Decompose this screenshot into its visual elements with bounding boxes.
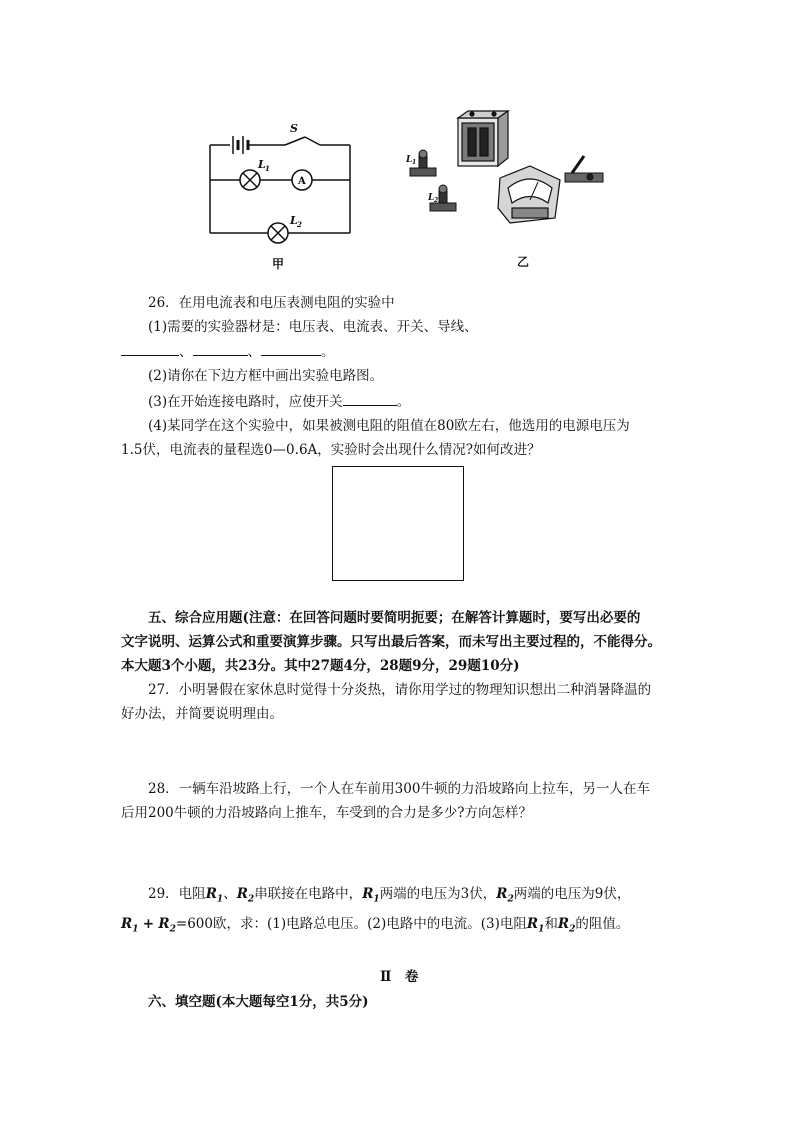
lamp2-label: L [290,214,298,227]
q26-part3: (3)在开始连接电路时，应使开关 。 [148,394,411,410]
battery-box [458,111,508,166]
q27-line1: 27．小明暑假在家休息时觉得十分炎热，请你用学过的物理知识想出二种消暑降温的 [148,682,652,698]
r1-symbol: $R_1$ [526,916,545,935]
yi-lamp1-label: L [406,155,413,165]
q26-part1: (1)需要的实验器材是：电压表、电流表、开关、导线、 [148,319,478,335]
section5-heading-line3: 本大题3个小题，共23分。其中27题4分，28题9分，29题10分) [121,658,520,674]
lamp2-label-sub: 2 [297,220,302,229]
q26-part4-line1: (4)某同学在这个实验中，如果被测电阻的阻值在80欧左右，他选用的电源电压为 [148,418,630,434]
section5-heading-line1: 五、综合应用题(注意：在回答问题时要简明扼要；在解答计算题时，要写出必要的 [148,610,641,626]
r2-symbol: $R_2$ [236,886,255,905]
r1-symbol: $R_1$ [362,886,380,905]
q28-line1: 28．一辆车沿坡路上行，一个人在车前用300牛顿的力沿坡路向上拉车，另一人在车 [148,781,650,797]
answer-blank[interactable] [121,342,179,356]
r1-symbol: $R_1$ [205,886,224,905]
q26-stem: 26．在用电流表和电压表测电阻的实验中 [148,295,395,311]
section6-heading: 六、填空题(本大题每空1分，共5分) [148,994,369,1010]
q29-line1: 29．电阻$R_1$、$R_2$串联接在电路中，$R_1$两端的电压为3伏，$R_2$两端的电压为9伏， [148,886,631,905]
yi-lamp1-label-sub: 1 [412,159,417,166]
answer-blank[interactable] [343,392,397,406]
section5-heading-line2: 文字说明、运算公式和重要演算步骤。只写出最后答案，而未写出主要过程的，不能得分。 [121,634,661,650]
lamp-l1-symbol [240,170,260,190]
r2-symbol: $R_2$ [158,916,176,935]
circuit-drawing-box[interactable] [332,466,464,581]
q26-part2: (2)请你在下边方框中画出实验电路图。 [148,368,384,384]
yi-lamp2-label-sub: 2 [434,197,439,204]
r2-symbol: $R_2$ [557,916,576,935]
figure-caption-jia: 甲 [272,257,285,271]
q26-part4-line2: 1.5伏，电流表的量程选0—0.6A，实验时会出现什么情况?如何改进？ [121,442,541,458]
r1-symbol: $R_1$ [121,916,139,935]
r2-symbol: $R_2$ [496,886,514,905]
q26-part1-blanks: 、 、 。 [121,342,335,361]
q27-line2: 好办法，并简要说明理由。 [121,706,283,722]
answer-blank[interactable] [261,342,321,356]
switch-label: S [290,122,298,135]
circuit-diagram-jia [200,120,360,270]
lamp-l2-symbol [268,223,288,243]
figure-caption-yi: 乙 [517,255,530,269]
q28-line2: 后用200牛顿的力沿坡路向上推车，车受到的合力是多少?方向怎样？ [121,805,533,821]
lamp1-label: L [258,158,266,171]
part2-title: Ⅱ 卷 [380,969,419,985]
q29-line2: $R_1 + R_2=600$欧，求：(1)电路总电压。(2)电路中的电流。(3)电阻$R_1$和$R_2$的阻值。 [121,916,630,935]
apparatus-picture-yi [400,108,620,243]
lamp1-label-sub: 1 [265,164,270,173]
answer-blank[interactable] [193,342,248,356]
ammeter-device [498,166,560,223]
yi-lamp2-label: L [428,193,435,203]
ammeter-label: A [298,176,306,187]
knife-switch [565,156,603,182]
